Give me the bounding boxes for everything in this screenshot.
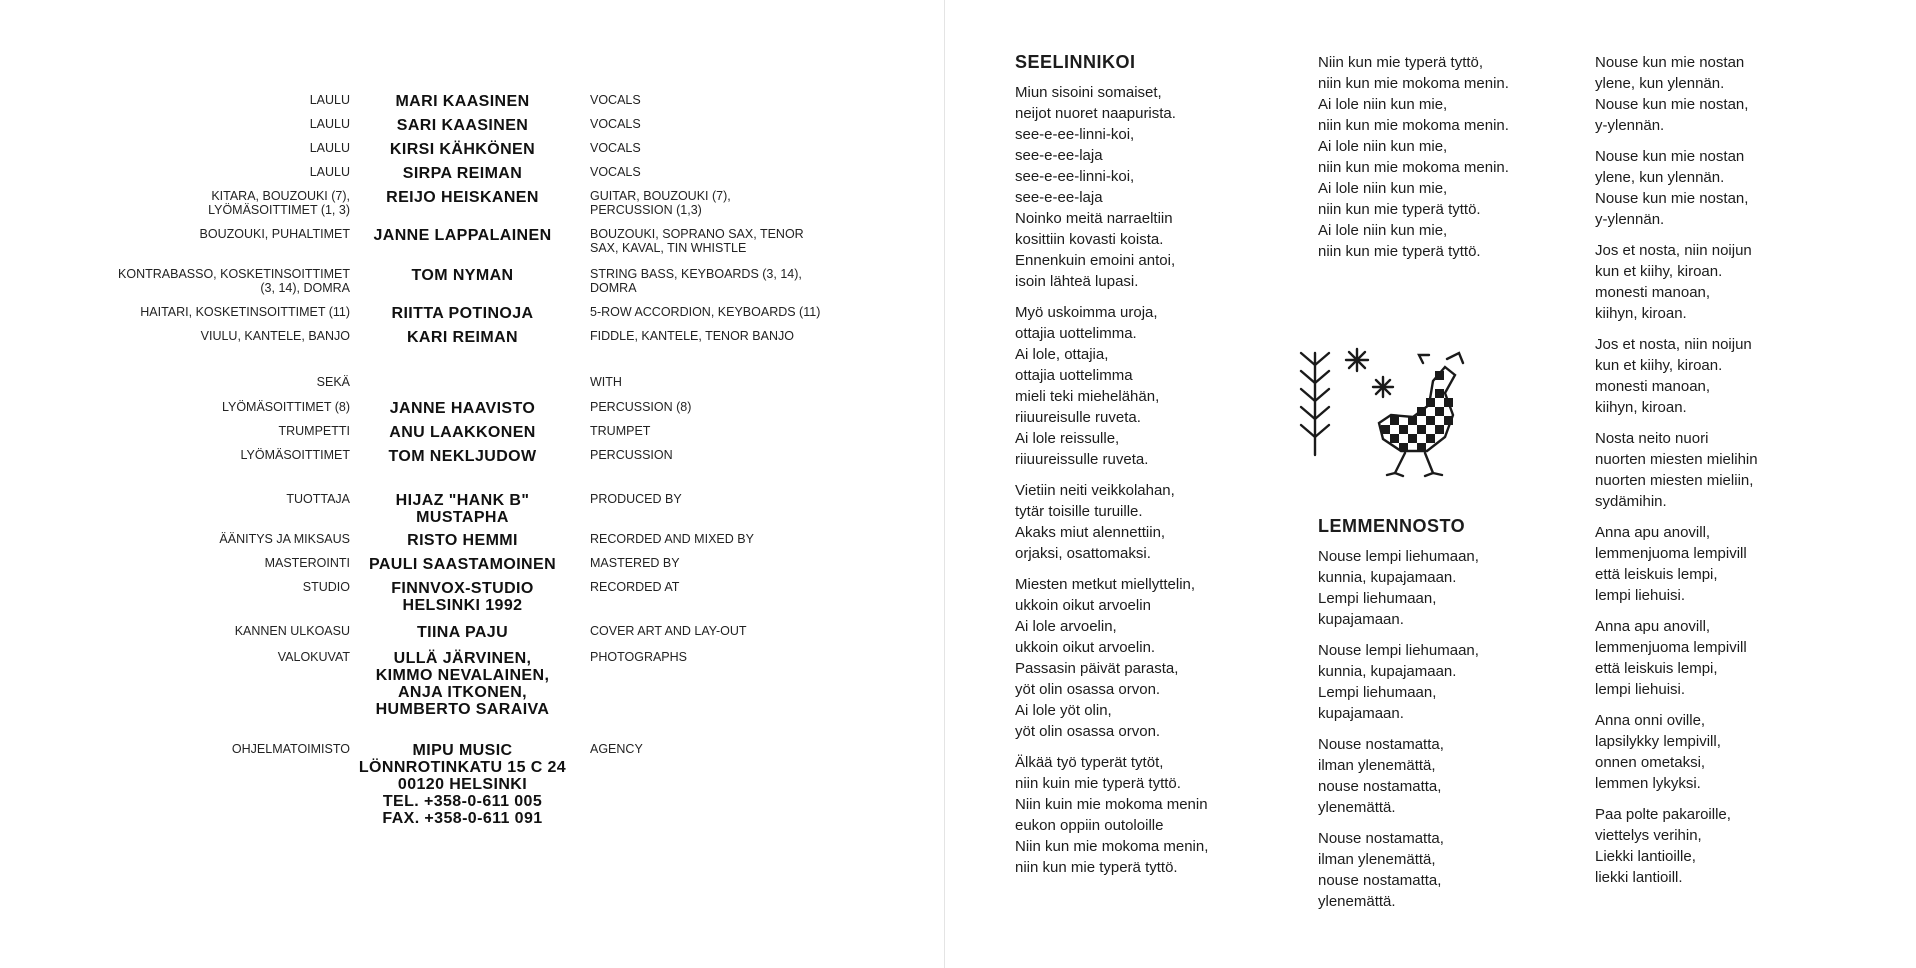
stanza (1318, 828, 1548, 912)
stanza (1015, 480, 1235, 564)
credit-name (340, 742, 585, 827)
credit-english (590, 227, 890, 255)
credit-role-line: HAITARI, KOSKETINSOITTIMET (11) (140, 305, 350, 319)
credit-role (50, 141, 350, 155)
credit-english (590, 492, 890, 506)
credit-role (50, 329, 350, 343)
lyric-line: ilman ylenemättä, (1318, 757, 1436, 774)
credit-name-line: SARI KAASINEN (396, 117, 529, 134)
credit-name-line: ULLÄ JÄRVINEN, (393, 650, 532, 667)
credit-english-line: FIDDLE, KANTELE, TENOR BANJO (590, 329, 794, 343)
credit-name (340, 189, 585, 206)
credit-name-line: RISTO HEMMI (407, 532, 518, 549)
lyric-line: kunnia, kupajamaan. (1318, 663, 1457, 680)
lyric-line: että leiskuis lempi, (1595, 566, 1718, 583)
song-lemmennosto-lyrics-continued (1595, 52, 1825, 888)
lyric-line: y-ylennän. (1595, 117, 1665, 134)
credit-english-line: VOCALS (590, 117, 641, 131)
credit-name-line: MIPU MUSIC (412, 742, 513, 759)
stanza (1015, 574, 1235, 742)
lyric-line: Lempi liehumaan, (1318, 590, 1437, 607)
credit-english-line: COVER ART AND LAY-OUT (590, 624, 747, 638)
credit-name-line: LÖNNROTINKATU 15 C 24 (358, 759, 567, 776)
lyric-line: Jos et nosta, niin noijun (1595, 242, 1752, 259)
credit-role (50, 580, 350, 594)
credit-name-line: TIINA PAJU (416, 624, 509, 641)
credit-name-line: FAX. +358-0-611 091 (382, 810, 543, 827)
stanza (1595, 804, 1825, 888)
credit-name-line: RIITTA POTINOJA (391, 305, 534, 322)
lyric-line: Nouse lempi liehumaan, (1318, 642, 1479, 659)
credit-name-line: HELSINKI 1992 (402, 597, 523, 614)
credit-name-line: KIRSI KÄHKÖNEN (389, 141, 536, 158)
stanza (1595, 710, 1825, 794)
credit-role (50, 305, 350, 319)
lyric-line: Anna apu anovill, (1595, 618, 1711, 635)
lyric-line: mieli teki miehelähän, (1015, 388, 1160, 405)
lyric-line: Ai lole niin kun mie, (1318, 222, 1448, 239)
credit-role (50, 165, 350, 179)
credit-english (590, 650, 890, 664)
lyric-line: nuorten miesten mieliin, (1595, 472, 1754, 489)
credit-english-line: TRUMPET (590, 424, 651, 438)
credit-english-line: WITH (590, 375, 622, 389)
credit-english (590, 400, 890, 414)
credit-english-line: STRING BASS, KEYBOARDS (3, 14), (590, 267, 802, 281)
lyric-line: ylenemättä. (1318, 893, 1396, 910)
lyric-line: Ai lole arvoelin, (1015, 618, 1117, 635)
credit-role-line: MASTEROINTI (264, 556, 350, 570)
lyric-line: viettelys verihin, (1595, 827, 1702, 844)
lyric-line: ylene, kun ylennän. (1595, 169, 1725, 186)
credit-role-line: LAULU (309, 141, 350, 155)
credit-name (340, 556, 585, 573)
credit-role-line: LYÖMÄSOITTIMET (240, 448, 350, 462)
credit-english (590, 624, 890, 638)
credit-role-line: LAULU (309, 117, 350, 131)
credit-name (340, 267, 585, 284)
lyric-line: monesti manoan, (1595, 378, 1711, 395)
lyric-line: ukkoin oikut arvoelin. (1015, 639, 1156, 656)
credit-role-line: TUOTTAJA (286, 492, 350, 506)
stanza (1595, 52, 1825, 136)
credit-english-line: RECORDED AT (590, 580, 680, 594)
lyric-line: y-ylennän. (1595, 211, 1665, 228)
credit-english (590, 93, 890, 107)
credit-name (340, 492, 585, 526)
credit-role-line: (3, 14), DOMRA (260, 281, 350, 295)
credit-english-line: VOCALS (590, 165, 641, 179)
stanza (1318, 734, 1548, 818)
credit-english-line: PERCUSSION (590, 448, 673, 462)
credit-english (590, 448, 890, 462)
credit-name (340, 400, 585, 417)
credit-role-line: LAULU (309, 165, 350, 179)
credit-name-line: TOM NEKLJUDOW (388, 448, 537, 465)
lyric-line: see-e-ee-laja (1015, 189, 1103, 206)
lyric-line: Nouse kun mie nostan (1595, 148, 1745, 165)
credit-name (340, 624, 585, 641)
lyric-line: kiihyn, kiroan. (1595, 399, 1687, 416)
lyric-line: kun et kiihy, kiroan. (1595, 357, 1723, 374)
credit-english-line: AGENCY (590, 742, 643, 756)
lyric-line: Niin kun mie mokoma menin, (1015, 838, 1209, 855)
credit-english (590, 165, 890, 179)
lyric-line: Ai lole niin kun mie, (1318, 138, 1448, 155)
lyric-line: ottajia uottelimma (1015, 367, 1133, 384)
credit-name-line: FINNVOX-STUDIO (391, 580, 534, 597)
lyric-line: Niin kun mie typerä tyttö, (1318, 54, 1484, 71)
credit-english-line: PERCUSSION (8) (590, 400, 692, 414)
lyric-line: Jos et nosta, niin noijun (1595, 336, 1752, 353)
credit-english-line: PHOTOGRAPHS (590, 650, 688, 664)
lyric-line: Akaks miut alennettiin, (1015, 524, 1166, 541)
lyric-line: riiuureisulle ruveta. (1015, 409, 1141, 426)
credit-name-line: TEL. +358-0-611 005 (382, 793, 543, 810)
credit-name-line: ANU LAAKKONEN (389, 424, 536, 441)
credit-english (590, 742, 890, 756)
stanza (1595, 522, 1825, 606)
lyric-line: Ennenkuin emoini antoi, (1015, 252, 1176, 269)
credits-page (0, 0, 945, 968)
lyric-line: ilman ylenemättä, (1318, 851, 1436, 868)
lyric-line: see-e-ee-linni-koi, (1015, 168, 1135, 185)
credit-english-line: 5-ROW ACCORDION, KEYBOARDS (11) (590, 305, 821, 319)
credit-role (50, 448, 350, 462)
lyric-line: eukon oppiin outoloille (1015, 817, 1164, 834)
credit-role-line: LYÖMÄSOITTIMET (1, 3) (208, 203, 350, 217)
credit-role-line: VALOKUVAT (277, 650, 350, 664)
lyric-line: kupajamaan. (1318, 705, 1404, 722)
stanza (1015, 82, 1235, 292)
lyric-line: nouse nostamatta, (1318, 778, 1442, 795)
credit-english-line: BOUZOUKI, SOPRANO SAX, TENOR (590, 227, 804, 241)
stanza (1318, 52, 1548, 262)
lyric-line: neijot nuoret naapurista. (1015, 105, 1176, 122)
lyric-line: nuorten miesten mielihin (1595, 451, 1758, 468)
credit-english-line: GUITAR, BOUZOUKI (7), (590, 189, 731, 203)
lyric-line: lempi liehuisi. (1595, 681, 1686, 698)
credit-english-line: MASTERED BY (590, 556, 680, 570)
credit-english-line: SAX, KAVAL, TIN WHISTLE (590, 241, 747, 255)
credit-english (590, 117, 890, 131)
stanza (1595, 428, 1825, 512)
credit-role-line: KONTRABASSO, KOSKETINSOITTIMET (118, 267, 350, 281)
credit-role (50, 624, 350, 638)
lyric-line: Miesten metkut miellyttelin, (1015, 576, 1196, 593)
stanza (1015, 752, 1235, 878)
lyric-line: Anna onni oville, (1595, 712, 1706, 729)
credit-role-line: BOUZOUKI, PUHALTIMET (199, 227, 350, 241)
credit-english-line: PERCUSSION (1,3) (590, 203, 702, 217)
credit-role-line: ÄÄNITYS JA MIKSAUS (219, 532, 350, 546)
lyric-line: Nouse nostamatta, (1318, 830, 1444, 847)
lyrics-column-3 (1595, 52, 1825, 898)
lyric-line: niin kuin mie typerä tyttö. (1015, 775, 1181, 792)
lyric-line: Niin kuin mie mokoma menin (1015, 796, 1208, 813)
credit-name-line: MUSTAPHA (416, 509, 509, 526)
credit-name-line: MARI KAASINEN (395, 93, 530, 110)
lyric-line: Miun sisoini somaiset, (1015, 84, 1162, 101)
credit-english-line: VOCALS (590, 141, 641, 155)
credit-name-line: PAULI SAASTAMOINEN (368, 556, 557, 573)
lyric-line: Vietiin neiti veikkolahan, (1015, 482, 1175, 499)
credit-role (50, 227, 350, 241)
lyric-line: Nosta neito nuori (1595, 430, 1709, 447)
lyrics-column-2 (1318, 52, 1548, 272)
credit-english (590, 189, 890, 217)
credit-english (590, 375, 890, 389)
credit-english (590, 305, 890, 319)
lyric-line: see-e-ee-laja (1015, 147, 1103, 164)
lyric-line: Nouse kun mie nostan, (1595, 190, 1749, 207)
credit-role (50, 650, 350, 664)
lyric-line: Liekki lantioille, (1595, 848, 1696, 865)
stanza (1595, 616, 1825, 700)
credit-name-line: JANNE HAAVISTO (389, 400, 536, 417)
lyric-line: että leiskuis lempi, (1595, 660, 1718, 677)
lyric-line: Ai lole niin kun mie, (1318, 180, 1448, 197)
lyric-line: kunnia, kupajamaan. (1318, 569, 1457, 586)
credit-role (50, 532, 350, 546)
lyric-line: ylene, kun ylennän. (1595, 75, 1725, 92)
credit-name-line: ANJA ITKONEN, (397, 684, 528, 701)
credit-name-line: HUMBERTO SARAIVA (375, 701, 550, 718)
lyric-line: riiuureissulle ruveta. (1015, 451, 1149, 468)
credit-role (50, 375, 350, 389)
credit-english-line: PRODUCED BY (590, 492, 682, 506)
stanza (1015, 302, 1235, 470)
credit-role-line: LAULU (309, 93, 350, 107)
lyric-line: niin kun mie mokoma menin. (1318, 159, 1509, 176)
lyric-line: Paa polte pakaroille, (1595, 806, 1731, 823)
credit-role-line: OHJELMATOIMISTO (231, 742, 350, 756)
credit-role-line: LYÖMÄSOITTIMET (8) (221, 400, 350, 414)
credit-english (590, 424, 890, 438)
lyric-line: ukkoin oikut arvoelin (1015, 597, 1151, 614)
credit-role (50, 267, 350, 295)
lyric-line: Lempi liehumaan, (1318, 684, 1437, 701)
lyric-line: nouse nostamatta, (1318, 872, 1442, 889)
stanza (1595, 334, 1825, 418)
lyric-line: tytär toisille turuille. (1015, 503, 1143, 520)
credit-name (340, 329, 585, 346)
lyric-line: lapsilykky lempivill, (1595, 733, 1721, 750)
credit-role (50, 492, 350, 506)
lyric-line: isoin lähteä lupasi. (1015, 273, 1139, 290)
lyric-line: ylenemättä. (1318, 799, 1396, 816)
credit-name-line: JANNE LAPPALAINEN (373, 227, 552, 244)
lyric-line: Myö uskoimma uroja, (1015, 304, 1158, 321)
credit-english (590, 580, 890, 594)
lyric-line: yöt olin osassa orvon. (1015, 681, 1161, 698)
credit-name (340, 227, 585, 244)
credit-name (340, 532, 585, 549)
credit-role-line: STUDIO (302, 580, 350, 594)
lyric-line: ottajia uottelimma. (1015, 325, 1137, 342)
credit-role (50, 424, 350, 438)
lyric-line: orjaksi, osattomaksi. (1015, 545, 1151, 562)
lyric-line: kun et kiihy, kiroan. (1595, 263, 1723, 280)
credit-name-line: 00120 HELSINKI (397, 776, 528, 793)
credit-name-line: HIJAZ "HANK B" (395, 492, 530, 509)
credit-role-line: SEKÄ (316, 375, 350, 389)
lyric-line: kiihyn, kiroan. (1595, 305, 1687, 322)
lyric-line: niin kun mie typerä tyttö. (1015, 859, 1178, 876)
lyrics-column-2-lower (1318, 516, 1548, 922)
song-lemmennosto-lyrics (1318, 546, 1548, 912)
lyric-line: Passasin päivät parasta, (1015, 660, 1179, 677)
lyric-line: kupajamaan. (1318, 611, 1404, 628)
credit-name (340, 424, 585, 441)
credit-english (590, 329, 890, 343)
stanza (1595, 146, 1825, 230)
credit-name (340, 141, 585, 158)
lyric-line: Ai lole reissulle, (1015, 430, 1120, 447)
lyric-line: monesti manoan, (1595, 284, 1711, 301)
credit-name (340, 117, 585, 134)
credit-name-line: REIJO HEISKANEN (386, 189, 539, 206)
credit-name (340, 580, 585, 614)
lyric-line: lemmenjuoma lempivill (1595, 639, 1747, 656)
song-seelinnikoi-lyrics-continued (1318, 52, 1548, 262)
credit-english (590, 532, 890, 546)
lyric-line: niin kun mie typerä tyttö. (1318, 243, 1481, 260)
credit-role (50, 742, 350, 756)
lyric-line: niin kun mie mokoma menin. (1318, 75, 1509, 92)
lyric-line: Nouse nostamatta, (1318, 736, 1444, 753)
lyric-line: liekki lantioill. (1595, 869, 1683, 886)
lyric-line: Ai lole, ottajia, (1015, 346, 1109, 363)
lyric-line: Ai lole niin kun mie, (1318, 96, 1448, 113)
lyric-line: kosittiin kovasti koista. (1015, 231, 1164, 248)
lyric-line: yöt olin osassa orvon. (1015, 723, 1161, 740)
song-seelinnikoi-lyrics (1015, 82, 1235, 878)
lyric-line: Anna apu anovill, (1595, 524, 1711, 541)
stanza (1318, 640, 1548, 724)
lyric-line: see-e-ee-linni-koi, (1015, 126, 1135, 143)
lyric-line: lemmen lykyksi. (1595, 775, 1701, 792)
credit-role (50, 189, 350, 217)
credit-english-line: VOCALS (590, 93, 641, 107)
credit-english-line: RECORDED AND MIXED BY (590, 532, 754, 546)
credit-name (340, 165, 585, 182)
stanza (1595, 240, 1825, 324)
credit-english-line: DOMRA (590, 281, 637, 295)
lyric-line: lempi liehuisi. (1595, 587, 1686, 604)
credit-english (590, 267, 890, 295)
credit-name (340, 305, 585, 322)
song-title-seelinnikoi: SEELINNIKOI (1015, 52, 1136, 72)
lyric-line: Ai lole yöt olin, (1015, 702, 1112, 719)
credit-role-line: KANNEN ULKOASU (234, 624, 350, 638)
credit-name-line: KARI REIMAN (406, 329, 519, 346)
credit-name-line: TOM NYMAN (411, 267, 514, 284)
credit-name-line: KIMMO NEVALAINEN, (375, 667, 550, 684)
lyric-line: Nouse lempi liehumaan, (1318, 548, 1479, 565)
lyric-line: Älkää työ typerät tytöt, (1015, 754, 1164, 771)
lyrics-page (945, 0, 1916, 968)
credit-role-line: VIULU, KANTELE, BANJO (200, 329, 350, 343)
credit-english (590, 141, 890, 155)
credit-name-line: SIRPA REIMAN (402, 165, 523, 182)
bird-emblem-icon (1295, 345, 1470, 480)
lyric-line: Nouse kun mie nostan (1595, 54, 1745, 71)
credit-role-line: KITARA, BOUZOUKI (7), (211, 189, 350, 203)
credit-name (340, 650, 585, 718)
lyric-line: lemmenjuoma lempivill (1595, 545, 1747, 562)
lyric-line: sydämihin. (1595, 493, 1667, 510)
lyric-line: onnen ometaksi, (1595, 754, 1706, 771)
lyric-line: niin kun mie typerä tyttö. (1318, 201, 1481, 218)
credit-role (50, 117, 350, 131)
credit-role (50, 556, 350, 570)
credit-english (590, 556, 890, 570)
song-title-lemmennosto: LEMMENNOSTO (1318, 516, 1466, 536)
credit-role (50, 93, 350, 107)
lyric-line: Nouse kun mie nostan, (1595, 96, 1749, 113)
lyric-line: Noinko meitä narraeltiin (1015, 210, 1173, 227)
credit-name (340, 448, 585, 465)
lyric-line: niin kun mie mokoma menin. (1318, 117, 1509, 134)
stanza (1318, 546, 1548, 630)
credit-name (340, 93, 585, 110)
credit-role-line: TRUMPETTI (278, 424, 350, 438)
lyrics-column-1 (1015, 52, 1235, 888)
credit-role (50, 400, 350, 414)
